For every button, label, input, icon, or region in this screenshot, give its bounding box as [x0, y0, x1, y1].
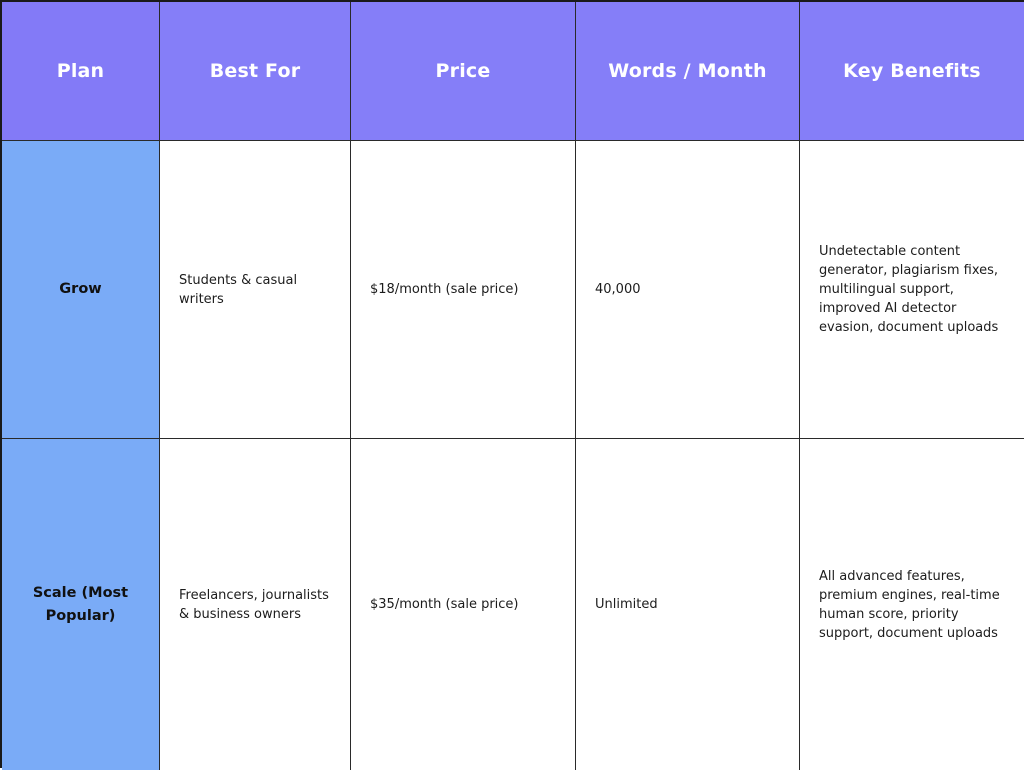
header-price-label: Price [435, 59, 491, 82]
plan-name: Grow [59, 281, 102, 297]
words-text: 40,000 [595, 282, 641, 297]
header-best-for [160, 2, 351, 141]
table-row-grow-price [351, 141, 576, 439]
table-row-scale-words [576, 439, 800, 770]
benefits-text: All advanced features, premium engines, real-time human score, priority support, document uploads [819, 568, 1000, 641]
header-best-for-label: Best For [209, 59, 301, 82]
header-plan [2, 2, 160, 141]
header-words-label: Words / Month [608, 59, 767, 82]
header-plan-label: Plan [56, 59, 105, 82]
plan-name: Scale (Most Popular) [32, 584, 129, 624]
table-row-grow-plan [2, 141, 160, 439]
best-for-text: Students & casual writers [179, 272, 298, 307]
table-row-scale-benefits [800, 439, 1024, 770]
table-row-scale-plan [2, 439, 160, 770]
table-row-scale-price [351, 439, 576, 770]
header-key-benefits [800, 2, 1024, 141]
table-row-scale-best-for [160, 439, 351, 770]
table-row-grow-best-for [160, 141, 351, 439]
price-text: $35/month (sale price) [370, 597, 519, 612]
header-key-benefits-label: Key Benefits [843, 59, 981, 82]
table-row-grow-words [576, 141, 800, 439]
table-row-grow-benefits [800, 141, 1024, 439]
price-text: $18/month (sale price) [370, 282, 519, 297]
words-text: Unlimited [595, 597, 658, 612]
header-words-per-month [576, 2, 800, 141]
best-for-text: Freelancers, journalists & business owners [179, 587, 329, 622]
benefits-text: Undetectable content generator, plagiarism fixes, multilingual support, improved AI detector evasion, document uploads [819, 244, 999, 335]
header-price [351, 2, 576, 141]
